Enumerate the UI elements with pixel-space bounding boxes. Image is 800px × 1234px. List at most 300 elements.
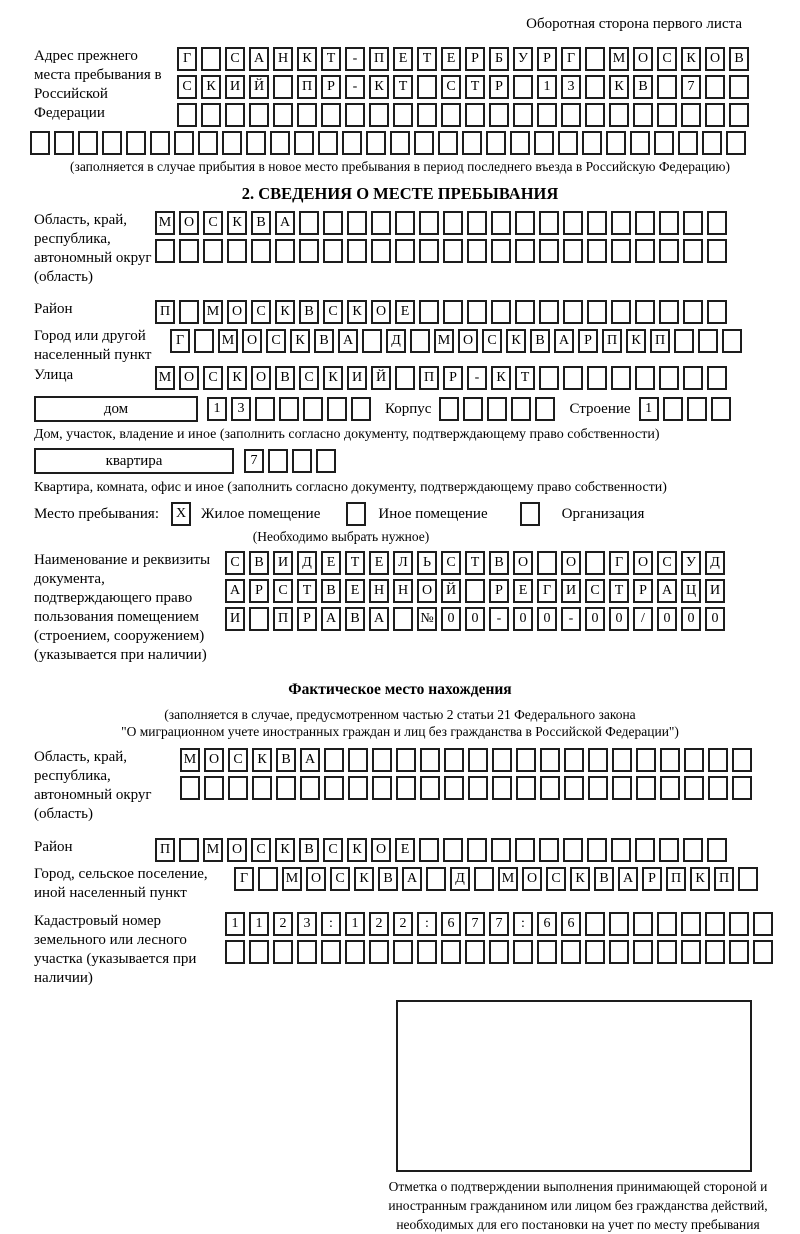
char-cell	[606, 131, 626, 155]
char-cell	[657, 912, 677, 936]
char-cell: Й	[249, 75, 269, 99]
char-cell	[684, 748, 704, 772]
char-cell	[345, 103, 365, 127]
char-cell	[564, 776, 584, 800]
char-cell	[321, 940, 341, 964]
char-cell: С	[323, 300, 343, 324]
house-box-label: дом	[34, 396, 198, 422]
char-cell: Й	[371, 366, 391, 390]
char-cell	[155, 239, 175, 263]
char-cell	[705, 75, 725, 99]
char-cell: 1	[207, 397, 227, 421]
char-cell	[611, 300, 631, 324]
char-cell: 7	[681, 75, 701, 99]
char-cell: 0	[657, 607, 677, 631]
char-cell	[611, 211, 631, 235]
char-cell: В	[299, 838, 319, 862]
prev-address-label: Адрес прежнего места пребывания в Российской Федерации	[34, 48, 162, 121]
char-cell	[539, 239, 559, 263]
char-cell	[585, 940, 605, 964]
char-cell: О	[417, 579, 437, 603]
char-cell	[537, 103, 557, 127]
char-cell	[635, 300, 655, 324]
char-cell	[444, 776, 464, 800]
char-cell	[468, 776, 488, 800]
char-cell: С	[585, 579, 605, 603]
char-cell: Е	[369, 551, 389, 575]
char-cell	[535, 397, 555, 421]
char-cell	[395, 239, 415, 263]
prev-address-row-1	[177, 47, 749, 71]
char-cell: М	[180, 748, 200, 772]
char-cell: :	[513, 912, 533, 936]
char-cell	[273, 75, 293, 99]
char-cell	[467, 838, 487, 862]
char-cell: О	[458, 329, 478, 353]
char-cell	[513, 940, 533, 964]
document-row-1	[225, 551, 725, 575]
char-cell: 7	[489, 912, 509, 936]
char-cell	[587, 211, 607, 235]
prev-address-caption: (заполняется в случае прибытия в новое место пребывания в период последнего въезда в Российскую Федерацию)	[69, 159, 731, 174]
char-cell	[273, 103, 293, 127]
char-cell: О	[513, 551, 533, 575]
char-cell	[342, 131, 362, 155]
char-cell: Г	[609, 551, 629, 575]
char-cell	[537, 940, 557, 964]
actual-location-caption-1: (заполняется в случае, предусмотренном частью 2 статьи 21 Федерального закона	[164, 707, 636, 722]
char-cell: Т	[465, 75, 485, 99]
char-cell	[369, 103, 389, 127]
char-cell	[275, 239, 295, 263]
char-cell	[540, 776, 560, 800]
char-cell	[462, 131, 482, 155]
char-cell	[174, 131, 194, 155]
char-cell	[270, 131, 290, 155]
char-cell	[324, 748, 344, 772]
char-cell: -	[345, 47, 365, 71]
char-cell	[300, 776, 320, 800]
char-cell: М	[282, 867, 302, 891]
char-cell	[279, 397, 299, 421]
char-cell: О	[251, 366, 271, 390]
char-cell: Н	[369, 579, 389, 603]
char-cell	[515, 239, 535, 263]
char-cell: К	[347, 300, 367, 324]
char-cell	[635, 239, 655, 263]
region-row-1	[155, 211, 727, 235]
char-cell: Р	[443, 366, 463, 390]
char-cell: Д	[705, 551, 725, 575]
char-cell: 0	[681, 607, 701, 631]
char-cell: С	[203, 211, 223, 235]
district-field	[0, 300, 800, 324]
char-cell: О	[227, 838, 247, 862]
char-cell	[707, 838, 727, 862]
char-cell: С	[273, 579, 293, 603]
char-cell: 2	[273, 912, 293, 936]
char-cell: И	[225, 607, 245, 631]
char-cell	[348, 776, 368, 800]
char-cell: 1	[639, 397, 659, 421]
char-cell: П	[273, 607, 293, 631]
char-cell	[587, 300, 607, 324]
char-cell	[611, 239, 631, 263]
char-cell	[707, 366, 727, 390]
char-cell	[369, 940, 389, 964]
char-cell: П	[155, 300, 175, 324]
char-cell	[348, 748, 368, 772]
char-cell: Р	[537, 47, 557, 71]
char-cell	[558, 131, 578, 155]
char-cell	[705, 103, 725, 127]
actual-location-caption-2: "О миграционном учете иностранных граждан и лиц без гражданства в Российской Федерации")	[121, 724, 679, 739]
char-cell	[393, 103, 413, 127]
char-cell	[702, 131, 722, 155]
char-cell	[465, 940, 485, 964]
char-cell	[609, 940, 629, 964]
char-cell	[396, 776, 416, 800]
char-cell: А	[369, 607, 389, 631]
char-cell	[513, 75, 533, 99]
char-cell: О	[371, 838, 391, 862]
char-cell	[489, 103, 509, 127]
char-cell: И	[705, 579, 725, 603]
char-cell: И	[273, 551, 293, 575]
section2-title: 2. СВЕДЕНИЯ О МЕСТЕ ПРЕБЫВАНИЯ	[241, 184, 559, 203]
char-cell	[711, 397, 731, 421]
char-cell	[732, 776, 752, 800]
char-cell: С	[546, 867, 566, 891]
char-cell: К	[227, 366, 247, 390]
confirmation-box	[396, 1000, 752, 1172]
char-cell: К	[290, 329, 310, 353]
char-cell: В	[249, 551, 269, 575]
char-cell	[249, 940, 269, 964]
char-cell: Т	[321, 47, 341, 71]
char-cell	[513, 103, 533, 127]
char-cell: М	[155, 211, 175, 235]
char-cell: 6	[441, 912, 461, 936]
char-cell	[729, 912, 749, 936]
prev-address-field	[0, 47, 800, 127]
char-cell: П	[297, 75, 317, 99]
house-row	[0, 396, 800, 422]
char-cell	[474, 867, 494, 891]
char-cell	[30, 131, 50, 155]
char-cell	[225, 103, 245, 127]
prev-address-row-3	[177, 103, 749, 127]
char-cell	[393, 607, 413, 631]
char-cell	[78, 131, 98, 155]
char-cell	[126, 131, 146, 155]
char-cell	[251, 239, 271, 263]
char-cell	[467, 211, 487, 235]
char-cell: К	[227, 211, 247, 235]
char-cell	[491, 239, 511, 263]
char-cell: №	[417, 607, 437, 631]
char-cell	[323, 239, 343, 263]
char-cell	[678, 131, 698, 155]
char-cell	[659, 366, 679, 390]
prev-address-rows	[177, 47, 749, 127]
char-cell	[657, 103, 677, 127]
char-cell	[636, 776, 656, 800]
char-cell: Д	[450, 867, 470, 891]
char-cell: К	[347, 838, 367, 862]
char-cell: М	[155, 366, 175, 390]
district-label: Район	[34, 301, 73, 317]
char-cell	[204, 776, 224, 800]
char-cell	[419, 838, 439, 862]
char-cell: М	[218, 329, 238, 353]
char-cell: Н	[393, 579, 413, 603]
char-cell	[268, 449, 288, 473]
char-cell: -	[467, 366, 487, 390]
char-cell: -	[561, 607, 581, 631]
cadastral-row-2	[225, 940, 773, 964]
char-cell: Р	[249, 579, 269, 603]
char-cell	[417, 940, 437, 964]
char-cell	[276, 776, 296, 800]
char-cell	[297, 940, 317, 964]
char-cell: 3	[297, 912, 317, 936]
char-cell	[441, 103, 461, 127]
stay-type-label: Место пребывания:	[34, 505, 159, 522]
char-cell	[708, 776, 728, 800]
confirmation-area	[388, 1000, 768, 1234]
char-cell	[534, 131, 554, 155]
char-cell	[492, 776, 512, 800]
char-cell: -	[345, 75, 365, 99]
char-cell: К	[570, 867, 590, 891]
char-cell	[539, 211, 559, 235]
char-cell: -	[489, 607, 509, 631]
char-cell: 7	[244, 449, 264, 473]
char-cell	[150, 131, 170, 155]
char-cell: В	[530, 329, 550, 353]
char-cell: Е	[441, 47, 461, 71]
char-cell	[465, 103, 485, 127]
char-cell: С	[225, 47, 245, 71]
char-cell	[659, 211, 679, 235]
char-cell: С	[657, 47, 677, 71]
char-cell	[372, 776, 392, 800]
char-cell	[539, 300, 559, 324]
char-cell: И	[347, 366, 367, 390]
char-cell: С	[225, 551, 245, 575]
char-cell	[585, 47, 605, 71]
region-rows	[155, 211, 727, 263]
char-cell	[316, 449, 336, 473]
actual-city-row	[234, 867, 758, 891]
char-cell	[612, 748, 632, 772]
char-cell	[683, 239, 703, 263]
prev-address-row-4	[0, 131, 800, 155]
char-cell	[54, 131, 74, 155]
street-row	[155, 366, 727, 390]
char-cell	[489, 940, 509, 964]
char-cell	[179, 838, 199, 862]
char-cell: П	[369, 47, 389, 71]
char-cell: У	[513, 47, 533, 71]
char-cell	[537, 551, 557, 575]
char-cell	[633, 103, 653, 127]
cadastral-label: Кадастровый номер земельного или лесного участка (указывается при наличии)	[34, 913, 197, 986]
char-cell: Е	[513, 579, 533, 603]
char-cell	[258, 867, 278, 891]
char-cell: 0	[513, 607, 533, 631]
char-cell: У	[681, 551, 701, 575]
char-cell	[194, 329, 214, 353]
char-cell: П	[602, 329, 622, 353]
char-cell	[539, 838, 559, 862]
char-cell: В	[321, 579, 341, 603]
char-cell	[539, 366, 559, 390]
char-cell	[510, 131, 530, 155]
char-cell	[683, 838, 703, 862]
document-label: Наименование и реквизиты документа, подтверждающего право пользования помещением (строением, сооружением) (указывается при наличии)	[34, 552, 211, 663]
char-cell: Р	[489, 75, 509, 99]
char-cell	[681, 912, 701, 936]
confirmation-caption: Отметка о подтверждении выполнения принимающей стороной и иностранным гражданином или лицом без гражданства действий, необходимых для его постановки на учет по месту пребывания	[388, 1179, 768, 1232]
char-cell	[585, 551, 605, 575]
char-cell	[753, 912, 773, 936]
char-cell	[681, 103, 701, 127]
char-cell	[444, 748, 464, 772]
char-cell	[323, 211, 343, 235]
char-cell	[516, 776, 536, 800]
char-cell: О	[522, 867, 542, 891]
char-cell: 6	[537, 912, 557, 936]
char-cell: О	[633, 47, 653, 71]
char-cell: К	[681, 47, 701, 71]
char-cell: Р	[489, 579, 509, 603]
char-cell: 7	[465, 912, 485, 936]
char-cell: А	[249, 47, 269, 71]
stay-option-residential-label: Жилое помещение	[201, 505, 321, 522]
korpus-label: Корпус	[385, 401, 432, 417]
char-cell	[225, 940, 245, 964]
actual-region-row-1	[180, 748, 752, 772]
stay-checkbox-organization	[520, 502, 540, 526]
char-cell: О	[561, 551, 581, 575]
char-cell	[324, 776, 344, 800]
char-cell	[684, 776, 704, 800]
char-cell: К	[354, 867, 374, 891]
char-cell	[419, 300, 439, 324]
char-cell	[443, 239, 463, 263]
char-cell: Д	[386, 329, 406, 353]
char-cell	[395, 366, 415, 390]
document-row-3	[225, 607, 725, 631]
char-cell: 0	[537, 607, 557, 631]
actual-location-title: Фактическое место нахождения	[288, 681, 512, 698]
char-cell	[198, 131, 218, 155]
region-row-2	[155, 239, 727, 263]
char-cell: В	[489, 551, 509, 575]
char-cell	[705, 940, 725, 964]
char-cell: С	[299, 366, 319, 390]
char-cell: С	[482, 329, 502, 353]
char-cell: С	[330, 867, 350, 891]
char-cell: В	[314, 329, 334, 353]
char-cell	[683, 211, 703, 235]
char-cell	[420, 776, 440, 800]
char-cell: К	[323, 366, 343, 390]
char-cell: А	[402, 867, 422, 891]
char-cell: 0	[585, 607, 605, 631]
char-cell	[465, 579, 485, 603]
char-cell: В	[276, 748, 296, 772]
char-cell	[463, 397, 483, 421]
char-cell	[201, 47, 221, 71]
char-cell: О	[179, 211, 199, 235]
char-cell: К	[609, 75, 629, 99]
char-cell: П	[714, 867, 734, 891]
char-cell	[659, 239, 679, 263]
char-cell: М	[203, 838, 223, 862]
char-cell	[345, 940, 365, 964]
char-cell: 2	[393, 912, 413, 936]
char-cell: П	[155, 838, 175, 862]
char-cell	[227, 239, 247, 263]
char-cell	[491, 300, 511, 324]
char-cell: А	[618, 867, 638, 891]
char-cell: 1	[345, 912, 365, 936]
char-cell: О	[705, 47, 725, 71]
char-cell	[609, 912, 629, 936]
char-cell: Р	[633, 579, 653, 603]
char-cell	[630, 131, 650, 155]
char-cell	[318, 131, 338, 155]
street-field	[0, 366, 800, 390]
char-cell: Г	[170, 329, 190, 353]
char-cell: Р	[321, 75, 341, 99]
char-cell	[180, 776, 200, 800]
actual-region-rows	[180, 748, 752, 800]
char-cell: А	[300, 748, 320, 772]
char-cell: К	[275, 300, 295, 324]
char-cell	[246, 131, 266, 155]
char-cell: К	[626, 329, 646, 353]
char-cell	[255, 397, 275, 421]
char-cell: 3	[561, 75, 581, 99]
apartment-caption: Квартира, комната, офис и иное (заполнить согласно документу, подтверждающему право собственности)	[34, 480, 667, 495]
char-cell	[587, 838, 607, 862]
char-cell: 1	[225, 912, 245, 936]
char-cell: С	[266, 329, 286, 353]
char-cell: 2	[369, 912, 389, 936]
char-cell	[467, 239, 487, 263]
actual-district-field	[0, 838, 800, 862]
char-cell: О	[179, 366, 199, 390]
char-cell: Т	[609, 579, 629, 603]
char-cell	[179, 239, 199, 263]
char-cell	[443, 838, 463, 862]
char-cell	[426, 867, 446, 891]
char-cell	[492, 748, 512, 772]
char-cell	[273, 940, 293, 964]
char-cell	[663, 397, 683, 421]
char-cell	[486, 131, 506, 155]
char-cell	[732, 748, 752, 772]
char-cell: Т	[515, 366, 535, 390]
char-cell: 0	[465, 607, 485, 631]
char-cell	[674, 329, 694, 353]
char-cell	[443, 300, 463, 324]
char-cell	[722, 329, 742, 353]
